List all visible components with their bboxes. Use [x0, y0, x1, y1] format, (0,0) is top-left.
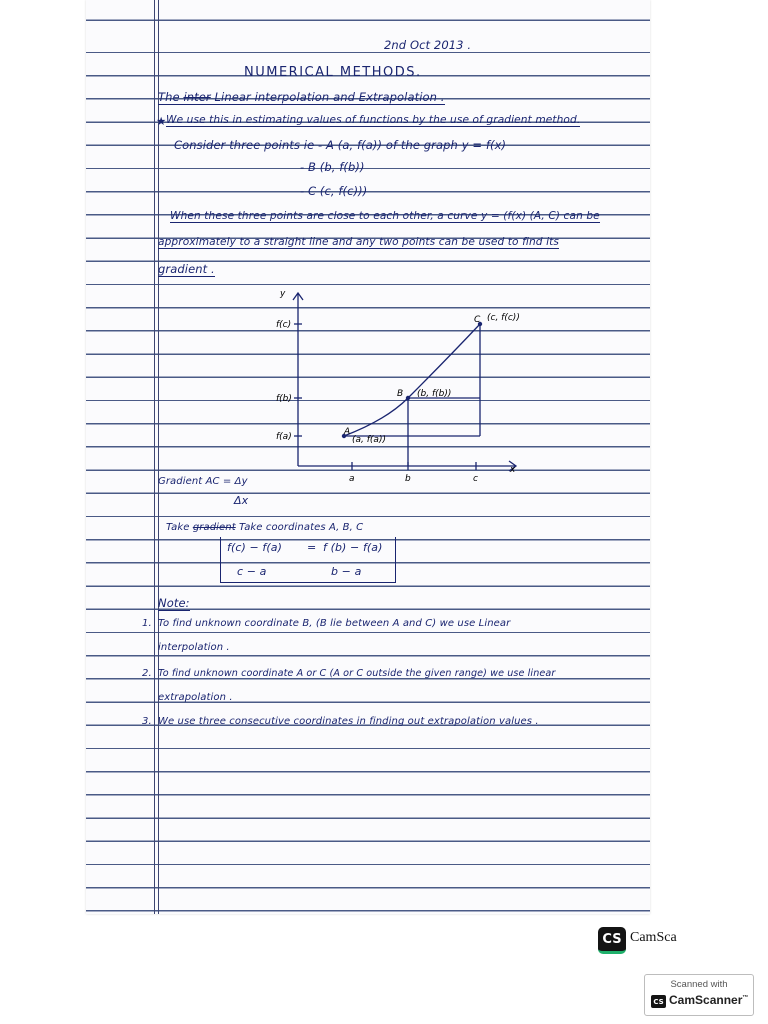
interpolation-graph: [86, 0, 650, 914]
point-b-line: - B (b, f(b)): [300, 160, 365, 174]
paragraph-line-1: When these three points are close to each other, a curve y = (f(x) (A, C) can be: [170, 210, 600, 222]
consider-line: Consider three points ie - A (a, f(a)) of the graph y = f(x): [174, 138, 507, 152]
note-1-line-b: interpolation .: [158, 642, 230, 653]
formula-num-right: f (b) − f(a): [323, 541, 383, 554]
gradient-ac: Gradient AC = Δy: [158, 476, 248, 487]
tick-b-label: b: [405, 474, 411, 484]
scanned-with-text: Scanned with: [670, 979, 728, 990]
date: 2nd Oct 2013 .: [384, 38, 472, 52]
note-3-line-a: We use three consecutive coordinates in finding out extrapolation values .: [158, 716, 539, 727]
formula-den-right: b − a: [331, 565, 362, 578]
badge-cs-icon: CS: [651, 995, 666, 1008]
note-3-number: 3.: [142, 716, 152, 727]
formula-box: [220, 537, 396, 583]
note-2-line-a: To find unknown coordinate A or C (A or C outside the given range) we use linear: [158, 668, 556, 679]
point-c-coord: (c, f(c)): [487, 313, 520, 323]
take-text: Take coordinates A, B, C: [239, 522, 364, 533]
page-title: NUMERICAL METHODS.: [244, 65, 422, 80]
trademark: ™: [742, 995, 749, 1001]
tick-a-label: a: [349, 474, 355, 484]
brand-text: CamScanner: [669, 993, 743, 1007]
x-axis-label: x: [510, 465, 516, 475]
paragraph-line-2: approximately to a straight line and any two points can be used to find its: [158, 236, 559, 248]
y-axis-label: y: [280, 289, 286, 299]
take-struck: gradient: [192, 522, 236, 533]
notebook-page: [86, 0, 650, 914]
scanned-with-badge: [644, 974, 754, 1016]
point-a-label: A: [344, 427, 351, 437]
note-2-line-b: extrapolation .: [158, 692, 233, 703]
formula-num-left: f(c) − f(a): [227, 541, 283, 554]
formula-den-left: c − a: [237, 565, 267, 578]
fa-label: f(a): [276, 432, 292, 442]
point-a-coord: (a, f(a)): [352, 435, 386, 445]
tick-c-label: c: [473, 474, 478, 484]
note-1-number: 1.: [142, 618, 152, 629]
subtitle-line: The inter Linear interpolation and Extrapolation .: [158, 90, 445, 104]
camscanner-brand-partial: CamSca: [630, 930, 677, 945]
badge-brand-name: [669, 993, 748, 1007]
note-heading: Note:: [158, 596, 190, 610]
point-b-coord: (b, f(b)): [417, 389, 452, 399]
paragraph-line-3: gradient .: [158, 262, 215, 276]
point-c-label: C: [474, 315, 481, 325]
intro-line: We use this in estimating values of functions by the use of gradient method.: [166, 114, 581, 126]
note-1-line-a: To find unknown coordinate B, (B lie between A and C) we use Linear: [158, 618, 511, 629]
fc-label: f(c): [276, 320, 292, 330]
gradient-ac-denominator: Δx: [234, 494, 249, 507]
formula-equals: =: [307, 541, 317, 554]
point-b-label: B: [397, 389, 404, 399]
camscanner-logo-icon: CS: [598, 927, 626, 954]
take-line: Take gradient Take coordinates A, B, C: [166, 522, 364, 533]
point-b-dot: [406, 396, 410, 400]
point-c-line: - C (c, f(c))): [300, 184, 368, 198]
struck-word: inter: [183, 90, 211, 104]
note-2-number: 2.: [142, 668, 152, 679]
fb-label: f(b): [276, 394, 292, 404]
subtitle: Linear interpolation and Extrapolation .: [214, 90, 445, 104]
curve-ac: [344, 324, 480, 436]
star-bullet: ★: [156, 114, 167, 128]
